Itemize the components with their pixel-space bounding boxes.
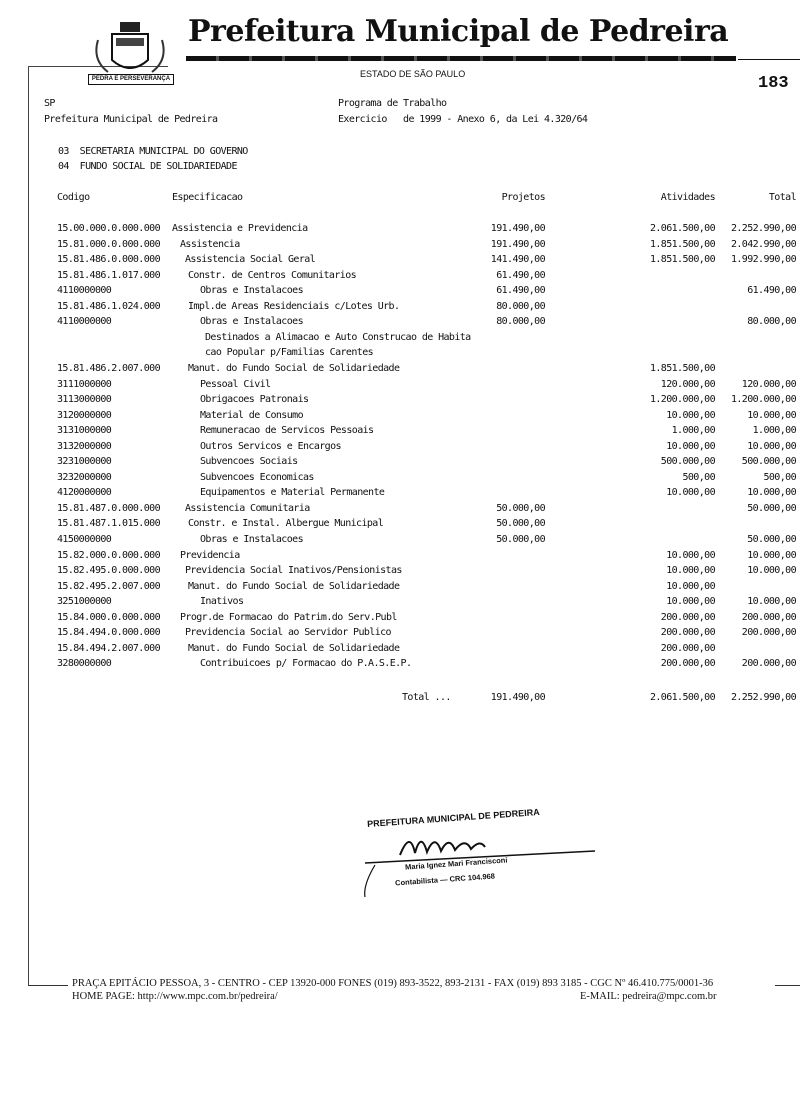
row-atividades: 200.000,00 (660, 611, 715, 623)
row-atividades: 1.200.000,00 (649, 394, 715, 406)
row-projetos: 191.490,00 (490, 223, 545, 234)
row-total: 50.000,00 (747, 534, 796, 545)
row-atividades: 1.851.500,00 (649, 238, 715, 250)
row-spec: Previdencia Social ao Servidor Publico (185, 627, 391, 639)
row-code: 15.82.000.0.000.000 (57, 549, 160, 561)
row-code: 15.81.000.0.000.000 (57, 238, 160, 250)
table-row (0, 612, 800, 628)
row-spec: Manut. do Fundo Social de Solidariedade (188, 642, 400, 654)
row-total: 1.992.990,00 (730, 254, 796, 266)
footer-homepage[interactable]: HOME PAGE: http://www.mpc.com.br/pedreira/ (72, 991, 278, 1002)
table-row (0, 239, 800, 255)
row-atividades: 1.851.500,00 (649, 362, 715, 374)
row-spec: Constr. de Centros Comunitarios (188, 269, 357, 281)
row-code: 3232000000 (57, 471, 112, 483)
row-code: 4110000000 (57, 285, 112, 297)
row-code: 3120000000 (57, 409, 112, 421)
row-code: 15.81.486.1.017.000 (57, 269, 160, 281)
row-code: 4110000000 (57, 316, 112, 328)
row-total: 200.000,00 (741, 611, 796, 623)
row-code: 4150000000 (57, 534, 112, 545)
row-total: 61.490,00 (747, 285, 796, 297)
row-atividades: 10.000,00 (666, 409, 715, 421)
unit-secretaria: 03 SECRETARIA MUNICIPAL DO GOVERNO (58, 146, 248, 157)
table-row (0, 285, 800, 301)
unit-fundo: 04 FUNDO SOCIAL DE SOLIDARIEDADE (58, 161, 237, 172)
row-atividades: 10.000,00 (666, 440, 715, 452)
row-atividades: 1.851.500,00 (649, 254, 715, 266)
table-row (0, 627, 800, 643)
row-spec: Inativos (200, 596, 244, 608)
row-spec: Previdencia (180, 549, 240, 561)
row-code: 3113000000 (57, 394, 112, 406)
row-code: 15.00.000.0.000.000 (57, 223, 160, 234)
table-row (0, 347, 800, 363)
page-number: 183 (758, 74, 789, 93)
header-entity: Prefeitura Municipal de Pedreira (44, 114, 218, 125)
totals-ativ: 2.061.500,00 (649, 692, 715, 703)
row-spec: Subvencoes Sociais (200, 456, 298, 468)
row-spec: Outros Servicos e Encargos (200, 440, 341, 452)
row-atividades: 1.000,00 (671, 425, 715, 437)
col-code: Codigo (57, 192, 90, 203)
row-projetos: 141.490,00 (490, 254, 545, 266)
row-code: 15.82.495.2.007.000 (57, 580, 160, 592)
row-code: 3111000000 (57, 378, 112, 390)
row-atividades: 10.000,00 (666, 487, 715, 499)
table-row (0, 487, 800, 503)
row-total: 2.252.990,00 (730, 223, 796, 234)
row-code: 15.81.486.1.024.000 (57, 300, 160, 312)
row-total: 10.000,00 (747, 487, 796, 499)
row-total: 50.000,00 (747, 502, 796, 514)
table-row (0, 441, 800, 457)
table-row (0, 643, 800, 659)
row-atividades: 10.000,00 (666, 565, 715, 577)
totals-total: 2.252.990,00 (730, 692, 796, 703)
table-row (0, 565, 800, 581)
table-row (0, 472, 800, 488)
row-total: 120.000,00 (741, 378, 796, 390)
row-atividades: 200.000,00 (660, 642, 715, 654)
row-spec: Obras e Instalacoes (200, 316, 303, 328)
table-row (0, 534, 800, 550)
totals-label: Total ... (402, 692, 451, 703)
row-atividades: 120.000,00 (660, 378, 715, 390)
row-total: 1.000,00 (752, 425, 796, 437)
row-code: 3132000000 (57, 440, 112, 452)
table-row (0, 410, 800, 426)
row-spec: Obrigacoes Patronais (200, 394, 309, 406)
row-code: 15.84.494.0.000.000 (57, 627, 160, 639)
row-code: 15.84.494.2.007.000 (57, 642, 160, 654)
row-code: 3251000000 (57, 596, 112, 608)
col-spec: Especificacao (172, 192, 243, 203)
row-total: 10.000,00 (747, 549, 796, 561)
table-row (0, 254, 800, 270)
table-row (0, 658, 800, 674)
totals-proj: 191.490,00 (490, 692, 545, 703)
table-header (0, 192, 800, 208)
row-spec: Assistencia (180, 238, 240, 250)
row-spec: Remuneracao de Servicos Pessoais (200, 425, 374, 437)
row-code: 3231000000 (57, 456, 112, 468)
table-row (0, 316, 800, 332)
row-code: 4120000000 (57, 487, 112, 499)
header-state: SP (44, 98, 55, 109)
row-spec: Progr.de Formacao do Patrim.do Serv.Publ (180, 611, 397, 623)
totals-row (0, 692, 800, 708)
row-spec: cao Popular p/Familias Carentes (205, 347, 374, 359)
row-atividades: 10.000,00 (666, 580, 715, 592)
row-code: 15.81.486.2.007.000 (57, 362, 160, 374)
footer-rule (28, 985, 68, 986)
row-projetos: 61.490,00 (496, 285, 545, 297)
row-total: 10.000,00 (747, 440, 796, 452)
table-row (0, 550, 800, 566)
row-spec: Impl.de Areas Residenciais c/Lotes Urb. (188, 300, 400, 312)
table-row (0, 394, 800, 410)
row-atividades: 500.000,00 (660, 456, 715, 468)
table-row (0, 596, 800, 612)
row-spec: Material de Consumo (200, 409, 303, 421)
row-spec: Manut. do Fundo Social de Solidariedade (188, 580, 400, 592)
row-spec: Destinados a Alimacao e Auto Construcao de Habita (205, 331, 471, 343)
header-program: Programa de Trabalho (338, 98, 447, 109)
row-total: 200.000,00 (741, 658, 796, 670)
row-code: 15.82.495.0.000.000 (57, 565, 160, 577)
signer-role: Contabilista — CRC 104.968 (394, 871, 496, 888)
row-projetos: 80.000,00 (496, 300, 545, 312)
row-spec: Pessoal Civil (200, 378, 271, 390)
row-code: 15.81.487.1.015.000 (57, 518, 160, 530)
header-exercise: Exercicio de 1999 - Anexo 6, da Lei 4.320/64 (338, 114, 588, 125)
table-row (0, 363, 800, 379)
table-row (0, 425, 800, 441)
row-total: 2.042.990,00 (730, 238, 796, 250)
row-total: 80.000,00 (747, 316, 796, 328)
row-code: 3280000000 (57, 658, 112, 670)
row-spec: Constr. e Instal. Albergue Municipal (188, 518, 384, 530)
row-total: 500,00 (763, 471, 796, 483)
table-row (0, 379, 800, 395)
row-total: 500.000,00 (741, 456, 796, 468)
row-code: 3131000000 (57, 425, 112, 437)
signer-name: Maria Ignez Mari Francisconi (404, 855, 508, 872)
row-atividades: 500,00 (682, 471, 715, 483)
page-number-rule (738, 59, 800, 60)
row-code: 15.81.487.0.000.000 (57, 502, 160, 514)
footer-email[interactable]: E-MAIL: pedreira@mpc.com.br (580, 991, 717, 1002)
row-spec: Assistencia e Previdencia (172, 223, 308, 234)
row-total: 10.000,00 (747, 596, 796, 608)
row-projetos: 50.000,00 (496, 534, 545, 545)
table-row (0, 223, 800, 239)
table-row (0, 503, 800, 519)
row-code: 15.84.000.0.000.000 (57, 611, 160, 623)
table-row (0, 518, 800, 534)
crest-motto: PEDRA E PERSEVERANÇA (88, 74, 174, 85)
row-projetos: 50.000,00 (496, 518, 545, 530)
col-proj: Projetos (501, 192, 545, 203)
letterhead-title: Prefeitura Municipal de Pedreira (188, 14, 729, 49)
row-spec: Obras e Instalacoes (200, 285, 303, 297)
table-row (0, 456, 800, 472)
table-row (0, 270, 800, 286)
row-atividades: 10.000,00 (666, 549, 715, 561)
row-total: 1.200.000,00 (730, 394, 796, 406)
row-projetos: 191.490,00 (490, 238, 545, 250)
row-atividades: 2.061.500,00 (649, 223, 715, 234)
table-row (0, 581, 800, 597)
row-spec: Subvencoes Economicas (200, 471, 314, 483)
footer-rule (775, 985, 800, 986)
signature-stamp (355, 805, 605, 905)
row-total: 200.000,00 (741, 627, 796, 639)
row-spec: Assistencia Comunitaria (185, 502, 310, 514)
row-spec: Assistencia Social Geral (185, 254, 316, 266)
col-ativ: Atividades (660, 192, 715, 203)
row-projetos: 80.000,00 (496, 316, 545, 328)
row-projetos: 50.000,00 (496, 502, 545, 514)
row-spec: Previdencia Social Inativos/Pensionistas (185, 565, 402, 577)
table-row (0, 332, 800, 348)
row-spec: Equipamentos e Material Permanente (200, 487, 385, 499)
row-spec: Contribuicoes p/ Formacao do P.A.S.E.P. (200, 658, 412, 670)
table-row (0, 301, 800, 317)
stamp-text: PREFEITURA MUNICIPAL DE PEDREIRA (366, 806, 540, 830)
letterhead-state: ESTADO DE SÃO PAULO (360, 69, 466, 79)
row-spec: Manut. do Fundo Social de Solidariedade (188, 362, 400, 374)
row-atividades: 200.000,00 (660, 658, 715, 670)
row-total: 10.000,00 (747, 565, 796, 577)
row-atividades: 200.000,00 (660, 627, 715, 639)
footer-address: PRAÇA EPITÁCIO PESSOA, 3 - CENTRO - CEP 13920-000 FONES (019) 893-3522, 893-2131 - FAX (019) 893 3185 - CGC Nº 46.410.775/0001-36 (72, 978, 714, 989)
row-projetos: 61.490,00 (496, 269, 545, 281)
row-total: 10.000,00 (747, 409, 796, 421)
row-spec: Obras e Instalacoes (200, 534, 303, 545)
row-atividades: 10.000,00 (666, 596, 715, 608)
col-total: Total (768, 192, 796, 203)
title-rule (186, 56, 736, 61)
row-code: 15.81.486.0.000.000 (57, 254, 160, 266)
